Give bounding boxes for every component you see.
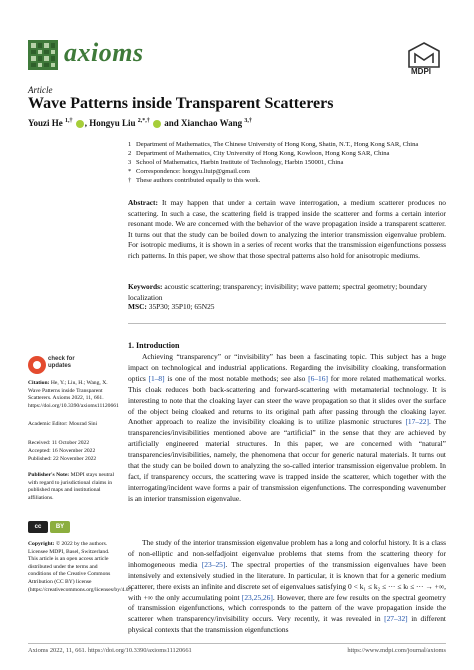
- copyright: [28, 541, 134, 594]
- citation-link[interactable]: [23–25]: [201, 559, 226, 569]
- by-license-icon[interactable]: BY: [50, 521, 70, 533]
- journal-name: axioms: [64, 38, 144, 67]
- accepted-date: Accepted: 16 November 2022: [28, 448, 96, 454]
- abstract-label: Abstract:: [128, 198, 158, 207]
- author-list: Youzi He $^{1,\dagger}$ , Hongyu Liu $^{2,*,\dagger}$ and Xianchao Wang $^{3,\dagger}$: [28, 118, 252, 128]
- publisher-note: [28, 472, 118, 502]
- received-date: Received: 11 October 2022: [28, 440, 90, 446]
- affiliation: 1 Department of Mathematics, The Chinese University of Hong Kong, Shatin, N.T., Hong Kong SAR, China: [128, 141, 419, 148]
- author-name: Hongyu Liu: [89, 118, 136, 128]
- correspondence: * Correspondence: hongyu.liuip@gmail.com: [128, 168, 250, 175]
- cc-license-icon[interactable]: cc: [28, 521, 48, 533]
- check-icon-center: [33, 361, 41, 369]
- abstract: [128, 198, 446, 262]
- orcid-icon[interactable]: [76, 120, 84, 128]
- citation-link[interactable]: [1–8]: [148, 373, 165, 383]
- msc-label: MSC:: [128, 302, 147, 311]
- equal-contribution-note: † These authors contributed equally to this work.: [128, 177, 261, 184]
- editor-name: Mourad Sini: [69, 421, 98, 427]
- citation-link[interactable]: [6–16]: [308, 373, 328, 383]
- affiliation: 3 School of Mathematics, Harbin Institute of Technology, Harbin 150001, China: [128, 159, 344, 166]
- citation-text[interactable]: He, Y.; Liu, H.; Wang, X. Wave Patterns inside Transparent Scatterers. Axioms 2022, 11, 661. https://doi.org/10.3390/axioms11120661: [28, 380, 119, 409]
- section-heading: 1. Introduction: [128, 341, 180, 350]
- msc-text: 35P30; 35P10; 65N25: [148, 302, 215, 311]
- keywords-label: Keywords:: [128, 282, 163, 291]
- paragraph: Achieving “transparency” or “invisibility” has been a fascinating topic. This subject has a huge impact on technological and industrial applications. Regarding the invisibility cloaking, transformation optics [1–8] is one of the most notable methods; see also [6–16] for more related mathematical works. This cloak reduces both back-scattering and forward-scattering with metamaterial technology. It is interesting to note that the cloaking layer can steer the wave propagation so that it slides over the surface of the object being cloaked and returns to its original path after passing through the cloaking layer. Another approach to realize the invisibility cloaking is to utilize plasmonic structures [17–22]. The transparencies/invisibilities mentioned above are “artificial” in the sense that they are achieved by artificially engineered material structures. In this paper, we are concerned with “natural” transparencies/invisibilities, namely, the phenomena that occur for generic natural materials. It turns out that the study can be boiled down to analyzing the so-called interior transmission eigenvalue problem. In fact, if transparency occurs, the scattering wave is trapped inside the scatterer, which together with the interrogating/incident wave forms a pair of transmission eigenfunctions. The corresponding wavenumber is an interior transmission eigenvalue.: [128, 352, 446, 503]
- citation: [28, 380, 118, 410]
- check-for-updates-button[interactable]: [48, 356, 75, 370]
- divider: [128, 323, 446, 324]
- mdpi-logo-icon: [404, 42, 444, 68]
- footer-journal-url[interactable]: https://www.mdpi.com/journal/axioms: [347, 647, 446, 654]
- journal-logo: [28, 40, 58, 70]
- keywords: [128, 282, 446, 303]
- author-affiliation-mark: 2,*,†: [137, 118, 150, 124]
- citation-link[interactable]: [17–22]: [405, 417, 429, 427]
- footer-citation[interactable]: Axioms 2022, 11, 661. https://doi.org/10.3390/axioms11120661: [28, 647, 192, 654]
- editor-label: Academic Editor:: [28, 421, 68, 427]
- copyright-text: © 2022 by the authors. Licensee MDPI, Basel, Switzerland. This article is an open access article distributed under the terms and conditions of the Creative Commons Attribution (CC BY) license (https://creativecommons.org/licenses/by/4.0/).: [28, 541, 134, 593]
- published-date: Published: 22 November 2022: [28, 456, 97, 462]
- publisher-note-text: MDPI stays neutral with regard to jurisdictional claims in published maps and institutional affiliations.: [28, 472, 115, 501]
- author-affiliation-mark: 3,†: [244, 118, 252, 124]
- orcid-icon[interactable]: [153, 120, 161, 128]
- citation-link[interactable]: [23,25,26]: [241, 592, 273, 602]
- copyright-label: Copyright:: [28, 541, 55, 547]
- mdpi-wordmark: MDPI: [411, 67, 431, 76]
- paragraph: The study of the interior transmission eigenvalue problem has a long and colorful history. It is a class of non-elliptic and non-selfadjoint eigenvalue problems that stems from the scattering theory for inhomogeneous media [23–25]. The spectral properties of the transmission eigenvalues have been intensively and extensively studied in the literature. In particular, it is known that for a generic medium scatterer, there exists an infinite and discrete set of eigenvalues satisfying 0 < k₁ ≤ k₂ ≤ ··· ≤ kₗ ≤ ··· → +∞, with +∞ the only accumulating point [23,25,26]. However, there are few results on the spectral geometry of transmission eigenfunctions, which corresponds to the pattern of the wave propagation inside the scatterer when transparency/invisibility occurs. Very recently, it was revealed in [27–32] in different physical contexts that the transmission eigenfunctions: [128, 538, 446, 635]
- author-affiliation-mark: 1,†: [65, 118, 73, 124]
- msc-codes: [128, 302, 214, 311]
- citation-link[interactable]: [27–32]: [384, 614, 408, 624]
- keywords-text: acoustic scattering; transparency; invisibility; wave pattern; spectral geometry; boundary localization: [128, 282, 428, 302]
- publisher-note-label: Publisher's Note:: [28, 472, 70, 478]
- citation-label: Citation:: [28, 380, 50, 386]
- paper-title: Wave Patterns inside Transparent Scatterers: [28, 95, 334, 112]
- page-footer: [28, 643, 446, 654]
- check-label-line1: check for: [48, 356, 75, 362]
- affiliation: 2 Department of Mathematics, City University of Hong Kong, Kowloon, Hong Kong SAR, China: [128, 150, 390, 157]
- article-type: Article: [28, 85, 53, 95]
- academic-editor: [28, 421, 118, 429]
- author-name: Youzi He: [28, 118, 63, 128]
- check-label-line2: updates: [48, 363, 72, 369]
- abstract-text: It may happen that under a certain wave interrogation, a medium scatterer produces no scattering. In such a case, the scattering field is trapped inside the scatterer and forms a certain interior resonant mode. We are concerned with the behavior of the wave propagation inside a transparent scatterer. It turns out that the study can be boiled down to analyzing the interior transmission eigenvalue problem. For isotropic mediums, it is shown in a series of recent works that the transmission eigenfunctions possess rich patterns. In this paper, we show that those spectral patterns also hold for anisotropic mediums.: [128, 198, 446, 260]
- author-name: and Xianchao Wang: [164, 118, 243, 128]
